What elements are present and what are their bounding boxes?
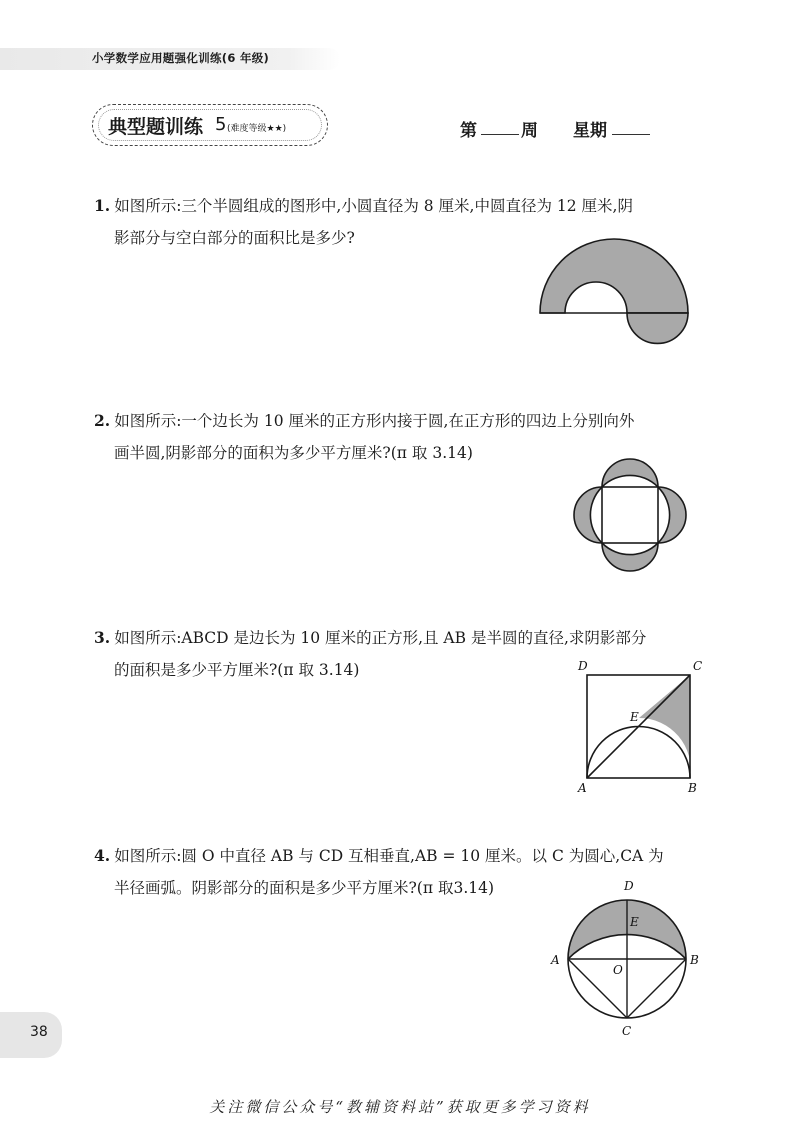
fig3-label-a: A <box>578 781 587 795</box>
difficulty-label: (难度等级★★) <box>227 124 287 134</box>
fig4-label-b: B <box>690 953 699 967</box>
weekday-blank <box>612 134 650 135</box>
week-di-label: 第 <box>460 121 477 141</box>
book-title: 小学数学应用题强化训练(6 年级) <box>92 51 270 65</box>
fig1-shaded-small-semicircle <box>627 313 688 343</box>
weekday-label: 星期 <box>573 121 607 141</box>
question-text-line1: 如图所示:一个边长为 10 厘米的正方形内接于圆,在正方形的四边上分别向外 <box>114 412 635 430</box>
question-text-line2: 影部分与空白部分的面积比是多少? <box>114 229 355 247</box>
fig3-label-d: D <box>578 659 588 673</box>
figure-3 <box>570 658 710 798</box>
question-text-line1: 如图所示:三个半圆组成的图形中,小圆直径为 8 厘米,中圆直径为 12 厘米,阴 <box>114 197 633 215</box>
fig4-chord-bc <box>627 959 686 1018</box>
question-text-line2: 半径画弧。阴影部分的面积是多少平方厘米?(π 取3.14) <box>114 879 495 897</box>
page-number: 38 <box>30 1024 48 1040</box>
fig3-semicircle <box>587 727 690 779</box>
fig3-label-e: E <box>630 710 639 724</box>
fig4-label-o: O <box>613 963 623 977</box>
section-number: 5 <box>215 114 227 135</box>
fig4-label-e: E <box>630 915 639 929</box>
question-text-line2: 的面积是多少平方厘米?(π 取 3.14) <box>114 661 360 679</box>
figure-4 <box>545 876 715 1044</box>
question-number: 3. <box>94 628 111 647</box>
week-zhou-label: 周 <box>521 121 538 141</box>
fig3-label-b: B <box>688 781 697 795</box>
question-number: 4. <box>94 846 111 865</box>
question-text-line2: 画半圆,阴影部分的面积为多少平方厘米?(π 取 3.14) <box>114 444 473 462</box>
section-title: 典型题训练 <box>108 116 204 138</box>
fig4-label-a: A <box>551 953 560 967</box>
question-text-line1: 如图所示:圆 O 中直径 AB 与 CD 互相垂直,AB = 10 厘米。以 C 为圆心,CA 为 <box>114 847 664 865</box>
question-number: 2. <box>94 411 111 430</box>
question-text-line1: 如图所示:ABCD 是边长为 10 厘米的正方形,且 AB 是半圆的直径,求阴影部分 <box>114 629 647 647</box>
fig1-shaded-crescent <box>540 239 688 313</box>
fig3-label-c: C <box>693 659 703 673</box>
footer-note: 关注微信公众号“教辅资料站”获取更多学习资料 <box>209 1098 591 1116</box>
fig4-label-d: D <box>624 879 634 893</box>
fig4-label-c: C <box>622 1024 632 1038</box>
figure-2 <box>560 445 700 585</box>
question-number: 1. <box>94 196 111 215</box>
figure-1 <box>530 232 700 352</box>
week-blank <box>481 134 519 135</box>
